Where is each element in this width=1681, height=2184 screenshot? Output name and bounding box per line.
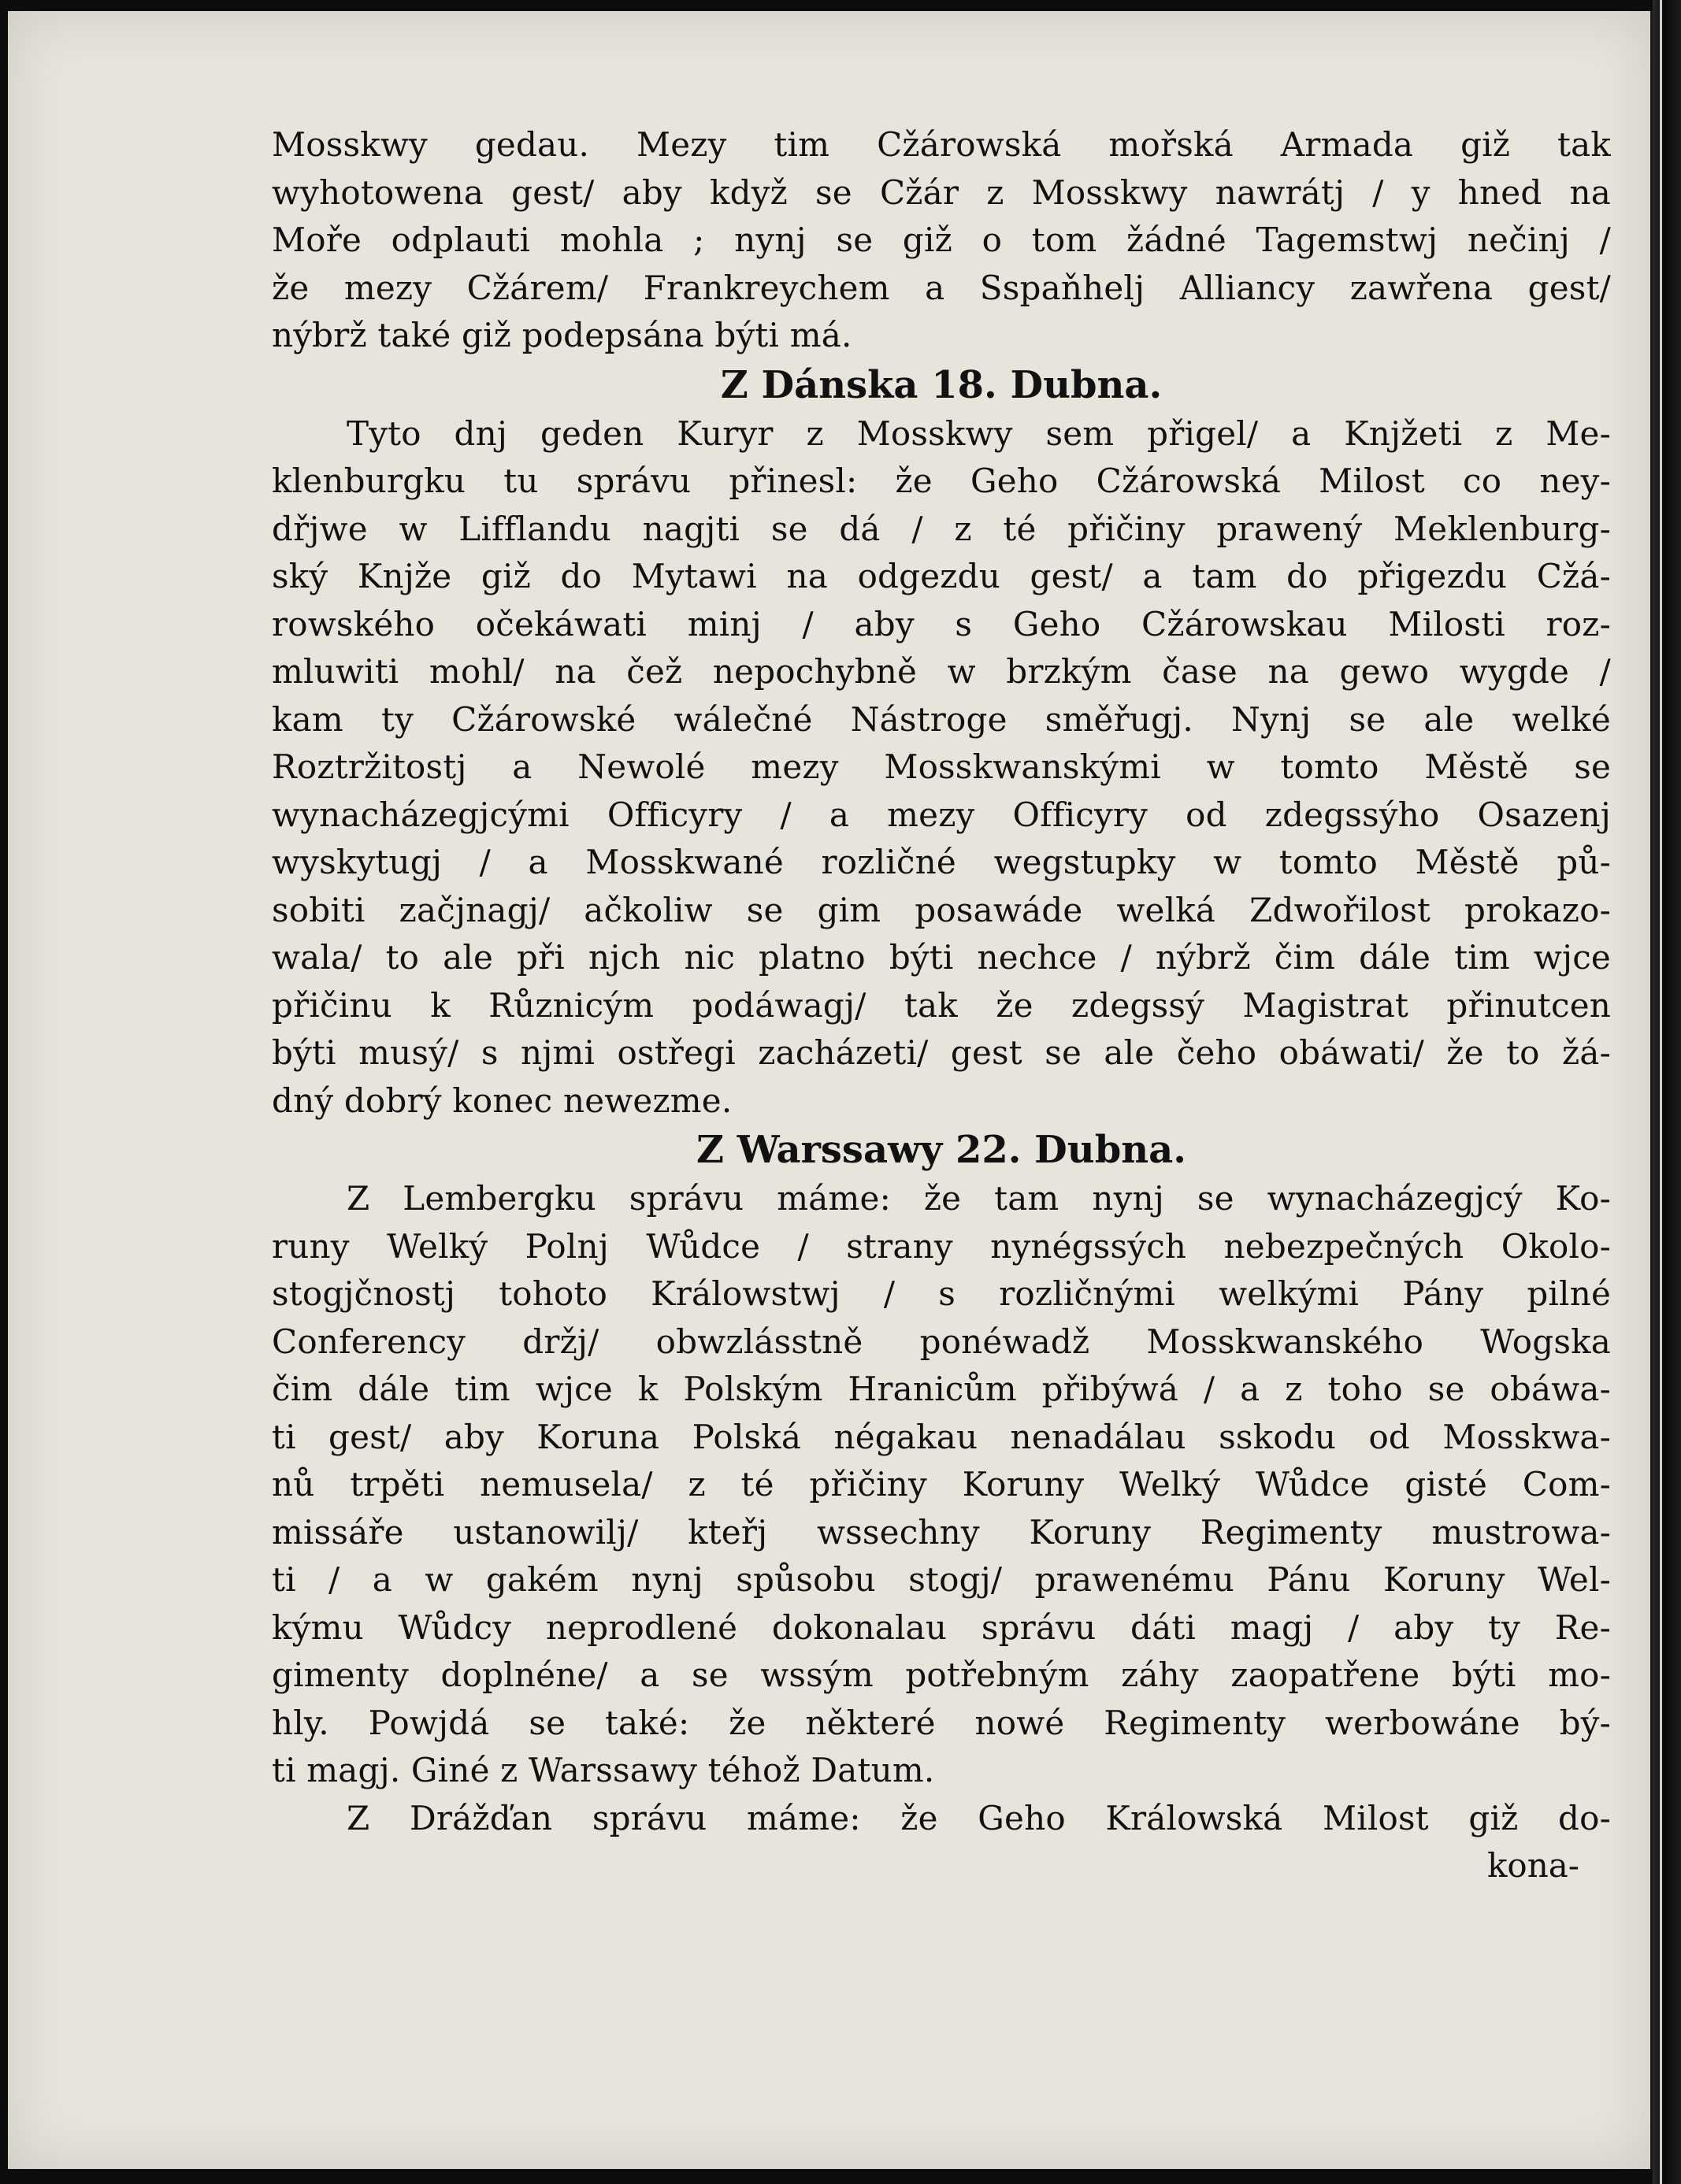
text-line: Mosskwy gedau. Mezy tim Cžárowská mořská Armada giž tak — [272, 125, 1611, 164]
text-line: kýmu Wůdcy neprodlené dokonalau správu dáti magj / aby ty Re- — [272, 1607, 1611, 1647]
text-line: gimenty doplnéne/ a se wssým potřebným záhy zaopatřene býti mo- — [272, 1656, 1611, 1694]
text-line: Z Drážďan správu máme: že Geho Králowská Milost giž do- — [347, 1798, 1611, 1837]
catchword: kona- — [1486, 1846, 1579, 1885]
text-line: nýbrž také giž podepsána býti má. — [272, 316, 852, 354]
page-text — [272, 121, 1611, 1889]
text-line: wyhotowena gest/ aby když se Cžár z Mosskwy nawrátj / y hned na — [272, 172, 1611, 212]
text-line: Moře odplauti mohla ; nynj se giž o tom žádné Tagemstwj nečinj / — [272, 221, 1611, 259]
section-heading-warssawa: Z Warssawy 22. Dubna. — [696, 1128, 1186, 1172]
text-line: že mezy Cžárem/ Frankreychem a Sspaňhelj Alliancy zawřena gest/ — [272, 268, 1611, 307]
paragraph-warssawa — [272, 1175, 1611, 1795]
text-line: ský Knjže giž do Mytawi na odgezdu gest/ a tam do přigezdu Cžá- — [272, 557, 1611, 595]
text-line: čim dále tim wjce k Polským Hranicům přibýwá / a z toho se obáwa- — [272, 1370, 1611, 1408]
text-line: Roztržitostj a Newolé mezy Mosskwanskými w tomto Městě se — [272, 747, 1611, 786]
text-line: dný dobrý konec newezme. — [272, 1081, 733, 1120]
text-line: ti gest/ aby Koruna Polská négakau nenadálau sskodu od Mosskwa- — [272, 1417, 1611, 1456]
text-line: wala/ to ale při njch nic platno býti nechce / nýbrž čim dále tim wjce — [272, 938, 1611, 977]
text-line: stogjčnostj tohoto Králowstwj / s rozličnými welkými Pány pilné — [272, 1274, 1611, 1313]
text-line: sobiti začjnagj/ ačkoliw se gim posawáde welká Zdwořilost prokazo- — [272, 890, 1611, 929]
book-page — [8, 11, 1654, 2169]
paragraph-drazdany — [272, 1795, 1611, 1843]
text-line: ti / a w gakém nynj spůsobu stogj/ prawenému Pánu Koruny Wel- — [272, 1560, 1611, 1599]
text-line: kam ty Cžárowské wálečné Nástroge směřugj. Nynj se ale welké — [272, 699, 1611, 739]
text-line: Z Lembergku správu máme: že tam nynj se wynacházegjcý Ko- — [347, 1179, 1611, 1218]
text-line: rowského očekáwati minj / aby s Geho Cžárowskau Milosti roz- — [272, 604, 1611, 643]
text-line: Conferency držj/ obwzlásstně ponéwadž Mosskwanského Wogska — [272, 1322, 1611, 1361]
text-line: býti musý/ s njmi ostřegi zacházeti/ gest se ale čeho obáwati/ že to žá- — [272, 1033, 1611, 1072]
page-edge-line — [1660, 0, 1662, 2184]
section-heading-dansk: Z Dánska 18. Dubna. — [720, 362, 1163, 407]
text-line: runy Welký Polnj Wůdce / strany nynégssých nebezpečných Okolo- — [272, 1226, 1611, 1266]
text-line: ti magj. Giné z Warssawy téhož Datum. — [272, 1751, 935, 1789]
paragraph-dansk — [272, 410, 1611, 1125]
text-line: wynacházegjcými Officyry / a mezy Officyry od zdegssýho Osazenj — [272, 795, 1611, 834]
text-line: klenburgku tu správu přinesl: že Geho Cžárowská Milost co ney- — [272, 462, 1611, 500]
text-line: přičinu k Různicým podáwagj/ tak že zdegssý Magistrat přinutcen — [272, 985, 1611, 1025]
text-line: dřjwe w Lifflandu nagjti se dá / z té přičiny prawený Meklenburg- — [272, 509, 1611, 548]
text-line: nů trpěti nemusela/ z té přičiny Koruny Welký Wůdce gisté Com- — [272, 1465, 1611, 1504]
paragraph-moscow — [272, 121, 1611, 360]
text-line: Tyto dnj geden Kuryr z Mosskwy sem přigel/ a Knjžeti z Me- — [347, 413, 1611, 453]
text-line: missáře ustanowilj/ kteřj wssechny Koruny Regimenty mustrowa- — [272, 1512, 1611, 1552]
text-line: hly. Powjdá se také: že některé nowé Regimenty werbowáne bý- — [272, 1703, 1611, 1742]
text-line: wyskytugj / a Mosskwané rozličné wegstupky w tomto Městě pů- — [272, 843, 1611, 881]
book-spine-edge — [1653, 0, 1681, 2184]
text-line: mluwiti mohl/ na čež nepochybně w brzkým čase na gewo wygde / — [272, 652, 1611, 691]
